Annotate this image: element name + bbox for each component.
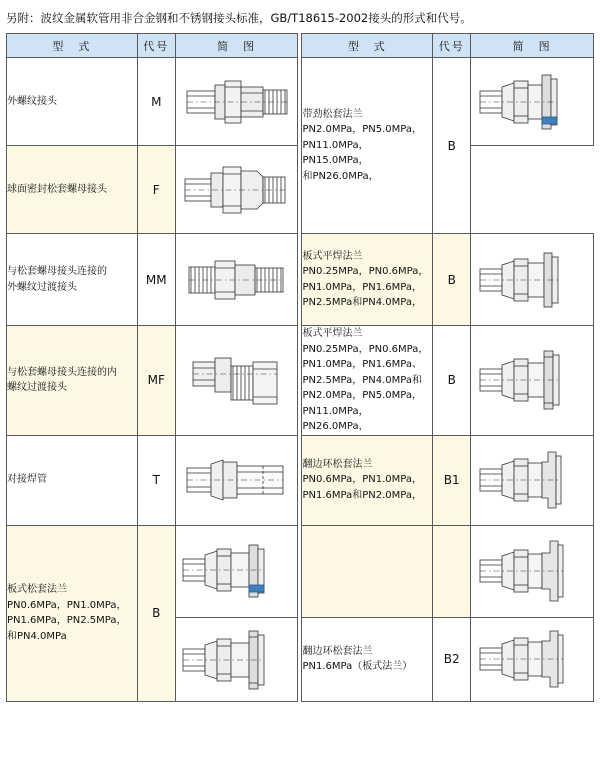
code-cell-right-5: B2	[433, 617, 471, 701]
figure-cell-left-3	[175, 234, 298, 326]
type-cell-left-6: 板式松套法兰 PN0.6MPa，PN1.0MPa， PN1.6MPa，PN2.5MPa， 和PN4.0MPa	[7, 525, 138, 701]
male-thread-transition-fitting-icon	[179, 237, 295, 323]
code-cell-right-4-cont	[433, 525, 471, 617]
butt-weld-pipe-icon	[179, 438, 295, 522]
figure-cell-right-5	[471, 617, 594, 701]
code-cell-right-4: B1	[433, 435, 471, 525]
type-cell-left-5: 对接焊管	[7, 435, 138, 525]
code-cell-right-2: B	[433, 234, 471, 326]
type-cell-right-4-cont	[302, 525, 433, 617]
header-type-right: 型 式	[302, 34, 433, 58]
spherical-seal-union-nut-fitting-icon	[179, 149, 295, 231]
figure-cell-right-3	[471, 326, 594, 436]
figure-cell-right-4	[471, 435, 594, 525]
table-header-row	[7, 34, 594, 58]
figure-cell-left-2	[175, 146, 298, 234]
code-cell-left-1: M	[137, 58, 175, 146]
code-cell-right-1: B	[433, 58, 471, 234]
type-cell-left-2: 球面密封松套螺母接头	[7, 146, 138, 234]
figure-cell-left-4	[175, 326, 298, 436]
code-cell-right-3: B	[433, 326, 471, 436]
type-cell-left-1: 外螺纹接头	[7, 58, 138, 146]
plate-loose-flange-icon	[179, 527, 295, 615]
ribbed-loose-flange-icon	[474, 61, 590, 143]
lap-joint-flange-icon	[474, 438, 590, 522]
type-cell-left-4: 与松套螺母接头连接的内 螺纹过渡接头	[7, 326, 138, 436]
figure-cell-left-6b	[175, 617, 298, 701]
type-cell-right-4: 翻边环松套法兰 PN0.6MPa，PN1.0MPa， PN1.6MPa和PN2.0MPa，	[302, 435, 433, 525]
figure-cell-right-4b	[471, 525, 594, 617]
code-cell-left-2: F	[137, 146, 175, 234]
code-cell-left-4: MF	[137, 326, 175, 436]
page-title: 另附：波纹金属软管用非合金钢和不锈钢接头标准，GB/T18615-2002接头的形式和代号。	[6, 11, 472, 25]
male-thread-fitting-icon	[179, 61, 295, 143]
plate-loose-flange-detail-icon	[179, 619, 295, 699]
plate-welding-flange-icon	[474, 237, 590, 323]
plate-welding-flange-2-icon	[474, 336, 590, 424]
header-type-left: 型 式	[7, 34, 138, 58]
type-cell-right-1: 带劲松套法兰 PN2.0MPa，PN5.0MPa， PN11.0MPa，PN15.0MPa， 和PN26.0MPa，	[302, 58, 433, 234]
figure-cell-left-1	[175, 58, 298, 146]
code-cell-left-5: T	[137, 435, 175, 525]
figure-cell-right-2	[471, 234, 594, 326]
figure-cell-right-1a	[471, 58, 594, 146]
code-cell-left-6: B	[137, 525, 175, 701]
header-figure-left: 简 图	[175, 34, 298, 58]
header-code-left: 代号	[137, 34, 175, 58]
type-cell-left-3: 与松套螺母接头连接的 外螺纹过渡接头	[7, 234, 138, 326]
header-figure-right: 简 图	[471, 34, 594, 58]
header-code-right: 代号	[433, 34, 471, 58]
type-cell-right-3: 板式平焊法兰 PN0.25MPa，PN0.6MPa， PN1.0MPa，PN1.6MPa、 PN2.5MPa，PN4.0MPa和 PN2.0MPa，PN5.0MPa， PN11.0MPa，PN26.0MPa，	[302, 326, 433, 436]
lap-joint-flange-2-icon	[474, 619, 590, 699]
code-cell-left-3: MM	[137, 234, 175, 326]
figure-cell-left-6a	[175, 525, 298, 617]
female-thread-transition-fitting-icon	[179, 336, 295, 424]
lap-joint-flange-detail-icon	[474, 527, 590, 615]
table-row	[7, 58, 594, 146]
type-cell-right-2: 板式平焊法兰 PN0.25MPa，PN0.6MPa， PN1.0MPa，PN1.6MPa， PN2.5MPa和PN4.0MPa，	[302, 234, 433, 326]
type-cell-right-5: 翻边环松套法兰 PN1.6MPa（板式法兰）	[302, 617, 433, 701]
figure-cell-left-5	[175, 435, 298, 525]
fitting-standards-table	[6, 33, 594, 702]
